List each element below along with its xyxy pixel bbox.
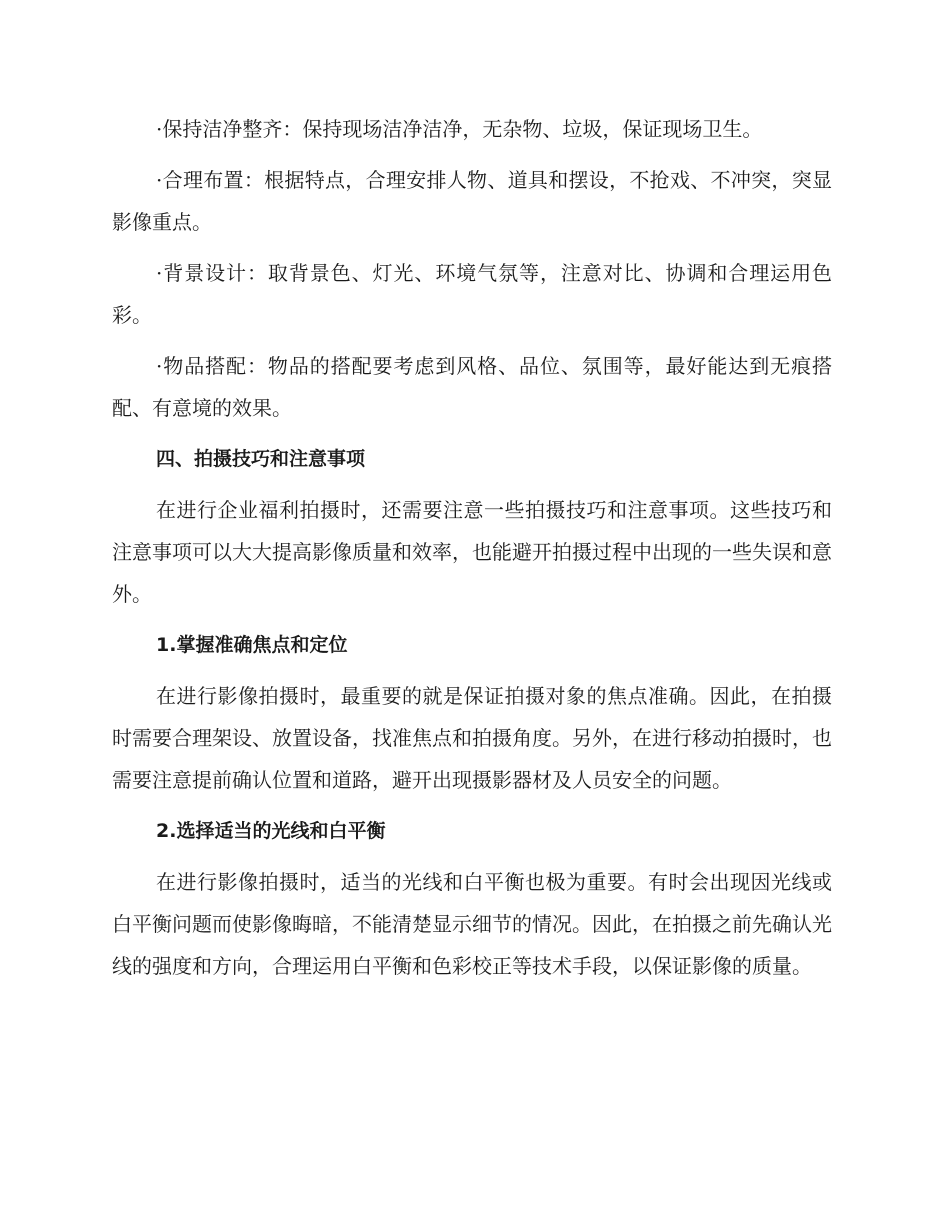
document-body [112, 108, 832, 996]
bullet-item-matching: ·物品搭配：物品的搭配要考虑到风格、品位、氛围等，最好能达到无痕搭配、有意境的效果。 [112, 354, 832, 420]
bullet-background-design: ·背景设计：取背景色、灯光、环境气氛等，注意对比、协调和合理运用色彩。 [112, 261, 832, 327]
bullet-clean-tidy: ·保持洁净整齐：保持现场洁净洁净，无杂物、垃圾，保证现场卫生。 [156, 117, 763, 141]
section-heading-shooting-tips: 四、拍摄技巧和注意事项 [156, 448, 366, 470]
paragraph-light-white-balance: 在进行影像拍摄时，适当的光线和白平衡也极为重要。有时会出现因光线或白平衡问题而使影像晦暗，不能清楚显示细节的情况。因此，在拍摄之前先确认光线的强度和方向，合理运用白平衡和色彩校正等技术手段，以保证影像的质量。 [112, 870, 832, 978]
section-intro-paragraph: 在进行企业福利拍摄时，还需要注意一些拍摄技巧和注意事项。这些技巧和注意事项可以大大提高影像质量和效率，也能避开拍摄过程中出现的一些失误和意外。 [112, 498, 832, 606]
subheading-light-white-balance: 2.选择适当的光线和白平衡 [156, 820, 386, 842]
paragraph-focus-positioning: 在进行影像拍摄时，最重要的就是保证拍摄对象的焦点准确。因此，在拍摄时需要合理架设、放置设备，找准焦点和拍摄角度。另外，在进行移动拍摄时，也需要注意提前确认位置和道路，避开出现摄影器材及人员安全的问题。 [112, 684, 832, 792]
subheading-focus-positioning: 1.掌握准确焦点和定位 [156, 634, 348, 656]
bullet-arrangement: ·合理布置：根据特点，合理安排人物、道具和摆设，不抢戏、不冲突，突显影像重点。 [112, 168, 832, 234]
